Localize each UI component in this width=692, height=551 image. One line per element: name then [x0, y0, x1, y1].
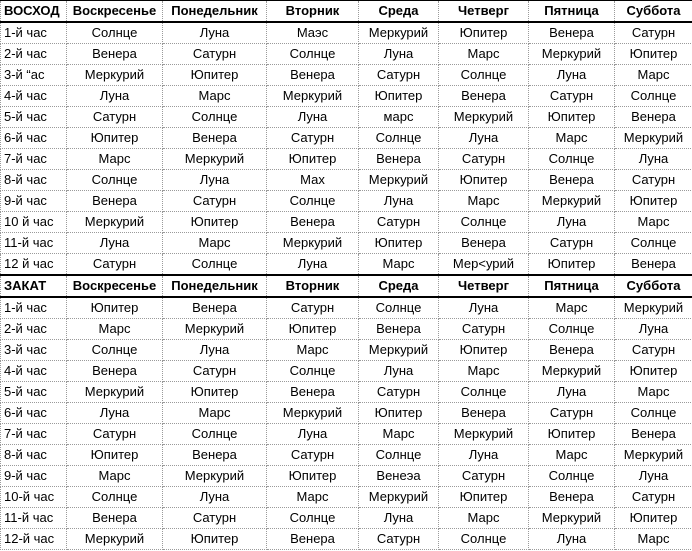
- planet-cell[interactable]: Сатурн: [67, 424, 163, 445]
- planet-cell[interactable]: Венера: [439, 233, 529, 254]
- planet-cell[interactable]: Меркурий: [67, 212, 163, 233]
- planet-cell[interactable]: Сатурн: [267, 297, 359, 319]
- planet-cell[interactable]: Меркурий: [439, 107, 529, 128]
- planet-cell[interactable]: Марс: [67, 466, 163, 487]
- planet-cell[interactable]: Солнце: [439, 529, 529, 550]
- planet-cell[interactable]: Луна: [267, 107, 359, 128]
- hour-row: [1, 86, 692, 107]
- hour-row: [1, 128, 692, 149]
- planet-cell[interactable]: Мах: [267, 170, 359, 191]
- hour-label-cell[interactable]: 4-й час: [1, 86, 67, 107]
- planet-cell[interactable]: Марс: [615, 65, 692, 86]
- planet-cell[interactable]: Юпитер: [359, 403, 439, 424]
- planet-cell[interactable]: Венера: [359, 149, 439, 170]
- hour-label-cell[interactable]: 11-й час: [1, 233, 67, 254]
- planet-cell[interactable]: Луна: [359, 191, 439, 212]
- planet-cell[interactable]: Луна: [163, 487, 267, 508]
- planet-cell[interactable]: Юпитер: [439, 170, 529, 191]
- planet-cell[interactable]: Марс: [267, 487, 359, 508]
- planet-cell[interactable]: Солнце: [439, 382, 529, 403]
- planet-cell[interactable]: Луна: [359, 508, 439, 529]
- planet-cell[interactable]: Венера: [67, 44, 163, 65]
- planet-cell[interactable]: Сатурн: [267, 128, 359, 149]
- planet-cell[interactable]: Марс: [439, 508, 529, 529]
- planet-cell[interactable]: Сатурн: [163, 44, 267, 65]
- hour-row: [1, 22, 692, 44]
- day-header[interactable]: Четверг: [439, 1, 529, 23]
- planet-cell[interactable]: Луна: [615, 466, 692, 487]
- hour-row: [1, 466, 692, 487]
- hour-label-cell[interactable]: 12-й час: [1, 529, 67, 550]
- day-header[interactable]: Понедельник: [163, 1, 267, 23]
- hour-row: [1, 297, 692, 319]
- planet-cell[interactable]: Луна: [359, 361, 439, 382]
- planet-cell[interactable]: Венера: [529, 170, 615, 191]
- day-header[interactable]: Пятница: [529, 275, 615, 297]
- planet-cell[interactable]: Юпитер: [615, 508, 692, 529]
- planet-cell[interactable]: Венера: [529, 22, 615, 44]
- planet-cell[interactable]: Венера: [67, 508, 163, 529]
- planet-cell[interactable]: Венера: [615, 424, 692, 445]
- day-header[interactable]: Вторник: [267, 275, 359, 297]
- hour-label-cell[interactable]: 3-й час: [1, 340, 67, 361]
- planet-cell[interactable]: Солнце: [615, 86, 692, 107]
- planet-cell[interactable]: Луна: [67, 86, 163, 107]
- day-header[interactable]: Суббота: [615, 1, 692, 23]
- hour-row: [1, 212, 692, 233]
- planet-cell[interactable]: Юпитер: [267, 466, 359, 487]
- planet-cell[interactable]: Меркурий: [359, 22, 439, 44]
- planet-cell[interactable]: Сатурн: [615, 170, 692, 191]
- planet-cell[interactable]: Юпитер: [67, 297, 163, 319]
- planet-cell[interactable]: Луна: [163, 340, 267, 361]
- planet-cell[interactable]: Луна: [529, 382, 615, 403]
- planet-cell[interactable]: Юпитер: [439, 22, 529, 44]
- planet-cell[interactable]: Луна: [529, 212, 615, 233]
- sunset-section-label[interactable]: ЗАКАТ: [1, 275, 67, 297]
- planet-cell[interactable]: Марс: [439, 361, 529, 382]
- hour-row: [1, 382, 692, 403]
- hour-row: [1, 107, 692, 128]
- hour-label-cell[interactable]: 7-й час: [1, 149, 67, 170]
- planet-cell[interactable]: Марс: [529, 445, 615, 466]
- planet-cell[interactable]: Мер<урий: [439, 254, 529, 276]
- planet-cell[interactable]: Меркурий: [529, 44, 615, 65]
- planet-cell[interactable]: Меркурий: [267, 403, 359, 424]
- planet-cell[interactable]: Венера: [615, 107, 692, 128]
- planet-cell[interactable]: Солнце: [359, 445, 439, 466]
- planet-cell[interactable]: Меркурий: [529, 361, 615, 382]
- planet-cell[interactable]: Меркурий: [529, 191, 615, 212]
- hour-label-cell[interactable]: 6-й час: [1, 403, 67, 424]
- planet-cell[interactable]: Луна: [439, 297, 529, 319]
- planet-cell[interactable]: Солнце: [267, 361, 359, 382]
- planet-cell[interactable]: Сатурн: [439, 319, 529, 340]
- planet-cell[interactable]: Маэс: [267, 22, 359, 44]
- day-header[interactable]: Воскресенье: [67, 275, 163, 297]
- hour-label-cell[interactable]: 8-й час: [1, 170, 67, 191]
- planet-cell[interactable]: Марс: [163, 86, 267, 107]
- planet-cell[interactable]: Солнце: [615, 233, 692, 254]
- planet-cell[interactable]: Луна: [439, 445, 529, 466]
- planet-cell[interactable]: Солнце: [67, 487, 163, 508]
- planet-cell[interactable]: Меркурий: [163, 466, 267, 487]
- hour-label-cell[interactable]: 10-й час: [1, 487, 67, 508]
- planet-cell[interactable]: Меркурий: [67, 65, 163, 86]
- planet-cell[interactable]: Венера: [529, 487, 615, 508]
- hour-label-cell[interactable]: 2-й час: [1, 319, 67, 340]
- planet-cell[interactable]: Венера: [615, 254, 692, 276]
- planet-cell[interactable]: Юпитер: [359, 86, 439, 107]
- planet-cell[interactable]: Венера: [267, 65, 359, 86]
- planet-cell[interactable]: Меркурий: [163, 319, 267, 340]
- hour-label-cell[interactable]: 7-й час: [1, 424, 67, 445]
- planet-cell[interactable]: Меркурий: [615, 128, 692, 149]
- planet-cell[interactable]: Меркурий: [67, 529, 163, 550]
- planet-cell[interactable]: Марс: [359, 424, 439, 445]
- planet-cell[interactable]: Солнце: [163, 424, 267, 445]
- hour-label-cell[interactable]: 6-й час: [1, 128, 67, 149]
- hour-label-cell[interactable]: 5-й час: [1, 382, 67, 403]
- planet-cell[interactable]: Сатурн: [67, 254, 163, 276]
- planet-cell[interactable]: Венера: [163, 445, 267, 466]
- planet-cell[interactable]: Юпитер: [67, 445, 163, 466]
- planet-cell[interactable]: Сатурн: [359, 212, 439, 233]
- planet-cell[interactable]: Юпитер: [615, 191, 692, 212]
- planet-cell[interactable]: Марс: [67, 319, 163, 340]
- planet-cell[interactable]: Меркурий: [267, 86, 359, 107]
- planet-cell[interactable]: Венера: [267, 382, 359, 403]
- planet-cell[interactable]: Сатурн: [67, 107, 163, 128]
- planet-cell[interactable]: Марс: [529, 297, 615, 319]
- hour-label-cell[interactable]: 9-й час: [1, 191, 67, 212]
- day-header[interactable]: Понедельник: [163, 275, 267, 297]
- sunset-header-row: [1, 275, 692, 297]
- planet-cell[interactable]: Марс: [67, 149, 163, 170]
- planet-cell[interactable]: Сатурн: [529, 233, 615, 254]
- planet-cell[interactable]: Солнце: [67, 22, 163, 44]
- planet-cell[interactable]: Сатурн: [163, 191, 267, 212]
- hour-label-cell[interactable]: 1-й час: [1, 22, 67, 44]
- planet-cell[interactable]: Марс: [529, 128, 615, 149]
- planet-cell[interactable]: Луна: [615, 149, 692, 170]
- planet-cell[interactable]: Меркурий: [359, 340, 439, 361]
- planet-cell[interactable]: Венера: [439, 403, 529, 424]
- planet-cell[interactable]: Меркурий: [359, 487, 439, 508]
- planet-cell[interactable]: Солнце: [267, 191, 359, 212]
- day-header[interactable]: Суббота: [615, 275, 692, 297]
- planetary-hours-body: [1, 1, 692, 550]
- planet-cell[interactable]: Луна: [163, 22, 267, 44]
- planet-cell[interactable]: Меркурий: [67, 382, 163, 403]
- planet-cell[interactable]: Сатурн: [163, 361, 267, 382]
- hour-row: [1, 44, 692, 65]
- hour-label-cell[interactable]: 2-й час: [1, 44, 67, 65]
- planet-cell[interactable]: Луна: [615, 319, 692, 340]
- planet-cell[interactable]: Солнце: [439, 212, 529, 233]
- planet-cell[interactable]: Венера: [67, 361, 163, 382]
- planet-cell[interactable]: Луна: [67, 233, 163, 254]
- planet-cell[interactable]: Луна: [67, 403, 163, 424]
- planet-cell[interactable]: Юпитер: [615, 361, 692, 382]
- planet-cell[interactable]: Юпитер: [267, 319, 359, 340]
- hour-label-cell[interactable]: 12 й час: [1, 254, 67, 276]
- planet-cell[interactable]: Марс: [615, 382, 692, 403]
- planet-cell[interactable]: Юпитер: [163, 529, 267, 550]
- hour-label-cell[interactable]: 8-й час: [1, 445, 67, 466]
- planet-cell[interactable]: Венера: [67, 191, 163, 212]
- planet-cell[interactable]: Юпитер: [529, 107, 615, 128]
- planet-cell[interactable]: Меркурий: [529, 508, 615, 529]
- planet-cell[interactable]: Солнце: [615, 403, 692, 424]
- hour-label-cell[interactable]: 5-й час: [1, 107, 67, 128]
- planet-cell[interactable]: Сатурн: [439, 149, 529, 170]
- hour-row: [1, 529, 692, 550]
- planet-cell[interactable]: Меркурий: [615, 445, 692, 466]
- planet-cell[interactable]: Венера: [529, 340, 615, 361]
- hour-row: [1, 361, 692, 382]
- planet-cell[interactable]: Марс: [439, 191, 529, 212]
- planet-cell[interactable]: Сатурн: [529, 86, 615, 107]
- planet-cell[interactable]: Луна: [267, 254, 359, 276]
- planet-cell[interactable]: Сатурн: [267, 445, 359, 466]
- planet-cell[interactable]: Меркурий: [615, 297, 692, 319]
- planet-cell[interactable]: Меркурий: [439, 424, 529, 445]
- planet-cell[interactable]: Солнце: [439, 65, 529, 86]
- hour-row: [1, 319, 692, 340]
- planet-cell[interactable]: Марс: [359, 254, 439, 276]
- planet-cell[interactable]: Марс: [615, 212, 692, 233]
- hour-label-cell[interactable]: 9-й час: [1, 466, 67, 487]
- hour-label-cell[interactable]: 1-й час: [1, 297, 67, 319]
- planet-cell[interactable]: Венера: [163, 128, 267, 149]
- day-header[interactable]: Воскресенье: [67, 1, 163, 23]
- planet-cell[interactable]: Сатурн: [529, 403, 615, 424]
- planet-cell[interactable]: Юпитер: [267, 149, 359, 170]
- planet-cell[interactable]: Юпитер: [529, 424, 615, 445]
- planet-cell[interactable]: Солнце: [67, 170, 163, 191]
- planet-cell[interactable]: Луна: [439, 128, 529, 149]
- planet-cell[interactable]: Юпитер: [67, 128, 163, 149]
- day-header[interactable]: Вторник: [267, 1, 359, 23]
- hour-label-cell[interactable]: 11-й час: [1, 508, 67, 529]
- sunrise-header-row: [1, 1, 692, 23]
- day-header[interactable]: Среда: [359, 1, 439, 23]
- planet-cell[interactable]: Марс: [163, 233, 267, 254]
- planet-cell[interactable]: Солнце: [267, 508, 359, 529]
- planet-cell[interactable]: Солнце: [529, 466, 615, 487]
- planet-cell[interactable]: Луна: [163, 170, 267, 191]
- planet-cell[interactable]: Солнце: [163, 107, 267, 128]
- hour-row: [1, 340, 692, 361]
- planet-cell[interactable]: Юпитер: [163, 382, 267, 403]
- planet-cell[interactable]: Марс: [439, 44, 529, 65]
- planet-cell[interactable]: Солнце: [359, 128, 439, 149]
- planet-cell[interactable]: Луна: [529, 529, 615, 550]
- planet-cell[interactable]: Меркурий: [163, 149, 267, 170]
- planet-cell[interactable]: Юпитер: [439, 340, 529, 361]
- hour-label-cell[interactable]: 4-й час: [1, 361, 67, 382]
- day-header[interactable]: Четверг: [439, 275, 529, 297]
- planet-cell[interactable]: Сатурн: [359, 382, 439, 403]
- hour-label-cell[interactable]: 3-й “ас: [1, 65, 67, 86]
- planet-cell[interactable]: Солнце: [359, 297, 439, 319]
- hour-row: [1, 445, 692, 466]
- planet-cell[interactable]: Юпитер: [529, 254, 615, 276]
- hour-label-cell[interactable]: 10 й час: [1, 212, 67, 233]
- hour-row: [1, 508, 692, 529]
- planet-cell[interactable]: Венера: [359, 319, 439, 340]
- day-header[interactable]: Пятница: [529, 1, 615, 23]
- planet-cell[interactable]: Меркурий: [267, 233, 359, 254]
- hour-row: [1, 403, 692, 424]
- planet-cell[interactable]: Венера: [439, 86, 529, 107]
- day-header[interactable]: Среда: [359, 275, 439, 297]
- planet-cell[interactable]: Сатурн: [359, 529, 439, 550]
- planet-cell[interactable]: Марс: [615, 529, 692, 550]
- planet-cell[interactable]: Меркурий: [359, 170, 439, 191]
- planet-cell[interactable]: Венеэа: [359, 466, 439, 487]
- planet-cell[interactable]: Юпитер: [163, 65, 267, 86]
- planet-cell[interactable]: Сатурн: [615, 340, 692, 361]
- planet-cell[interactable]: Венера: [163, 297, 267, 319]
- planet-cell[interactable]: Юпитер: [359, 233, 439, 254]
- planet-cell[interactable]: Луна: [529, 65, 615, 86]
- planet-cell[interactable]: Марс: [267, 340, 359, 361]
- planet-cell[interactable]: Юпитер: [163, 212, 267, 233]
- planet-cell[interactable]: Солнце: [529, 319, 615, 340]
- planet-cell[interactable]: Сатурн: [615, 22, 692, 44]
- planet-cell[interactable]: Сатурн: [615, 487, 692, 508]
- planet-cell[interactable]: Сатурн: [359, 65, 439, 86]
- planet-cell[interactable]: Сатурн: [439, 466, 529, 487]
- hour-row: [1, 254, 692, 276]
- planet-cell[interactable]: Луна: [359, 44, 439, 65]
- planet-cell[interactable]: Юпитер: [615, 44, 692, 65]
- planet-cell[interactable]: марс: [359, 107, 439, 128]
- hour-row: [1, 65, 692, 86]
- hour-row: [1, 170, 692, 191]
- hour-row: [1, 487, 692, 508]
- planet-cell[interactable]: Марс: [163, 403, 267, 424]
- planet-cell[interactable]: Луна: [267, 424, 359, 445]
- planet-cell[interactable]: Солнце: [529, 149, 615, 170]
- sunrise-section-label[interactable]: ВОСХОД: [1, 1, 67, 23]
- hour-row: [1, 233, 692, 254]
- planet-cell[interactable]: Сатурн: [163, 508, 267, 529]
- planet-cell[interactable]: Венера: [267, 529, 359, 550]
- hour-row: [1, 191, 692, 212]
- planet-cell[interactable]: Юпитер: [439, 487, 529, 508]
- hour-row: [1, 149, 692, 170]
- planet-cell[interactable]: Солнце: [267, 44, 359, 65]
- planet-cell[interactable]: Солнце: [163, 254, 267, 276]
- hour-row: [1, 424, 692, 445]
- planet-cell[interactable]: Венера: [267, 212, 359, 233]
- planet-cell[interactable]: Солнце: [67, 340, 163, 361]
